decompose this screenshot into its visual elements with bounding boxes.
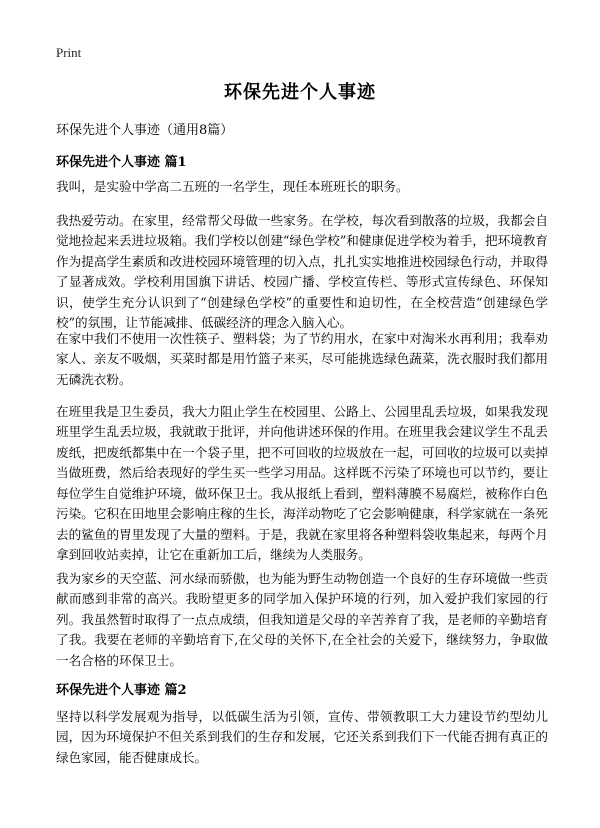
paragraph: 在家中我们不使用一次性筷子、塑料袋；为了节约用水，在家中对淘米水再利用；我奉劝家人、亲友不吸烟，买菜时都是用竹篮子来买，尽可能挑选绿色蔬菜，洗衣服时我们都用无磷洗衣粉。 [56, 330, 548, 387]
print-link[interactable]: Print [56, 45, 82, 60]
paragraph: 我为家乡的天空蓝、河水绿而骄傲，也为能为野生动物创造一个良好的生存环境做一些贡献而感到非常的高兴。我盼望更多的同学加入保护环境的行列，加入爱护我们家园的行列。我虽然暂时取得了一点点成绩，但我知道是父母的辛苦养育了我，是老师的辛勤培育了我。我要在老师的辛勤培育下,在父母的关怀下,在全社会的关爱下，继续努力，争取做一名合格的环保卫士。 [56, 570, 548, 668]
paragraph: 坚持以科学发展观为指导，以低碳生活为引领，宣传、带领教职工大力建设节约型幼儿园，因为环境保护不但关系到我们的生存和发展，它还关系到我们下一代能否拥有真正的绿色家园，能否健康成长。 [56, 708, 548, 765]
section-heading-2: 环保先进个人事迹 篇2 [56, 683, 187, 698]
document-subtitle: 环保先进个人事迹（通用8篇） [56, 123, 234, 138]
page-title: 环保先进个人事迹 [224, 82, 376, 103]
paragraph: 我热爱劳动。在家里，经常帮父母做一些家务。在学校，每次看到散落的垃圾，我都会自觉地捡起来丢进垃圾箱。我们学校以创建“绿色学校”和健康促进学校为着手，把环境教育作为提高学生素质和改进校园环境管理的切入点，扎扎实实地推进校园绿色行动，并取得了显著成效。学校利用国旗下讲话、校园广播、学校宣传栏、等形式宣传绿色、环保知识，使学生充分认识到了“创建绿色学校”的重要性和迫切性，在全校营造“创建绿色学校”的氛围，让节能减排、低碳经济的理念入脑入心。 [56, 212, 548, 331]
paragraph: 在班里我是卫生委员，我大力阻止学生在校园里、公路上、公园里乱丢垃圾，如果我发现班里学生乱丢垃圾，我就敢于批评，并向他讲述环保的作用。在班里我会建议学生不乱丢废纸，把废纸都集中在一个袋子里，把不可回收的垃圾放在一起，可回收的垃圾可以卖掉当做班费，然后给表现好的学生买一些学习用品。这样既不污染了环境也可以节约，要让每位学生自觉维护环境，做环保卫士。我从报纸上看到，塑料薄膜不易腐烂，被称作白色污染。它积在田地里会影响庄稼的生长，海洋动物吃了它会影响健康，科学家就在一条死去的鲨鱼的胃里发现了大量的塑料。于是，我就在家里将各种塑料袋收集起来，每两个月拿到回收站卖掉，让它在重新加工后，继续为人类服务。 [56, 403, 548, 563]
paragraph: 我叫，是实验中学高二五班的一名学生，现任本班班长的职务。 [56, 178, 409, 194]
section-heading-1: 环保先进个人事迹 篇1 [56, 155, 187, 170]
